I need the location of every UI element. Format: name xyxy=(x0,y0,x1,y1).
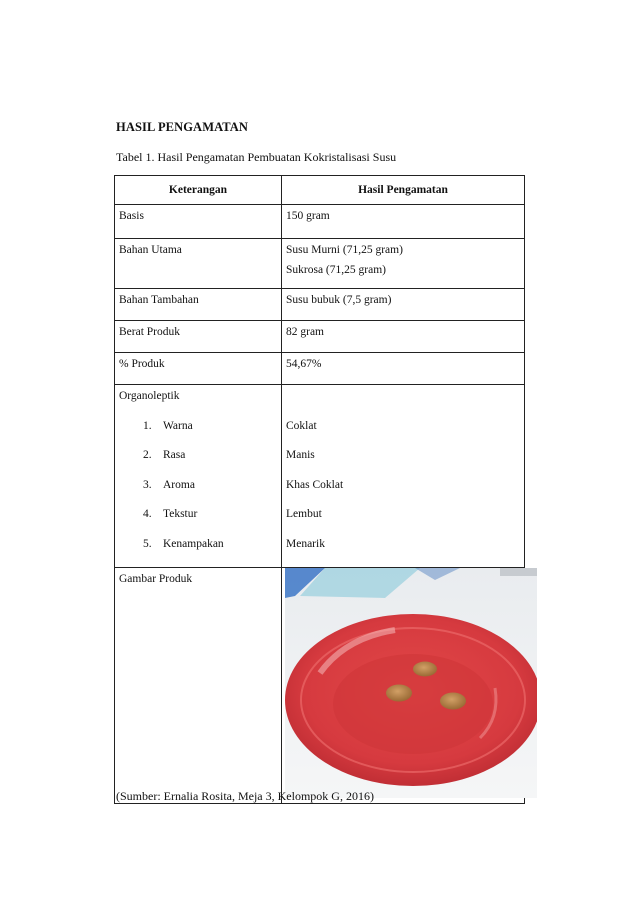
item-value: Manis xyxy=(286,449,315,461)
cell-value xyxy=(282,385,525,568)
cell-label: % Produk xyxy=(115,353,282,385)
spacer xyxy=(286,390,520,420)
list-item xyxy=(119,420,277,450)
value-line: Sukrosa (71,25 gram) xyxy=(286,264,386,276)
cell-label: Berat Produk xyxy=(115,321,282,353)
cell-label xyxy=(115,385,282,568)
list-item xyxy=(119,538,277,568)
table-row xyxy=(115,289,525,321)
table-caption: Tabel 1. Hasil Pengamatan Pembuatan Kokristalisasi Susu xyxy=(116,150,397,164)
product-photo xyxy=(285,568,537,798)
product-photo-cell xyxy=(282,568,525,804)
item-name: Warna xyxy=(163,419,193,432)
cell-label: Bahan Tambahan xyxy=(115,289,282,321)
table-row xyxy=(115,321,525,353)
list-item xyxy=(119,449,277,479)
item-value: Khas Coklat xyxy=(286,478,344,491)
cell-label: Gambar Produk xyxy=(115,568,282,804)
item-number: 2. xyxy=(143,449,152,461)
item-name: Kenampakan xyxy=(163,537,224,550)
cell-value: 54,67% xyxy=(282,353,525,385)
cell-value: 82 gram xyxy=(282,321,525,353)
table-row xyxy=(115,239,525,289)
item-value: Menarik xyxy=(286,537,325,550)
item-number: 1. xyxy=(143,419,152,432)
table-row xyxy=(115,353,525,385)
column-header-hasil: Hasil Pengamatan xyxy=(282,176,525,205)
organoleptik-label: Organoleptik xyxy=(119,390,180,402)
results-table xyxy=(114,175,525,804)
list-item xyxy=(119,479,277,509)
section-heading: HASIL PENGAMATAN xyxy=(116,120,249,134)
item-name: Tekstur xyxy=(163,508,198,520)
item-value: Coklat xyxy=(286,419,317,432)
item-number: 4. xyxy=(143,508,152,520)
list-item xyxy=(119,508,277,538)
cell-value: Susu bubuk (7,5 gram) xyxy=(282,289,525,321)
item-name: Rasa xyxy=(163,449,186,461)
item-value: Lembut xyxy=(286,508,322,520)
table-header-row xyxy=(115,176,525,205)
column-header-keterangan: Keterangan xyxy=(115,176,282,205)
cell-label: Basis xyxy=(115,205,282,239)
table-row xyxy=(115,205,525,239)
cell-value xyxy=(282,239,525,289)
table-row xyxy=(115,385,525,568)
item-number: 5. xyxy=(143,537,152,550)
cell-label: Bahan Utama xyxy=(115,239,282,289)
source-citation: (Sumber: Ernalia Rosita, Meja 3, Kelompok G, 2016) xyxy=(116,789,374,803)
value-line: Susu Murni (71,25 gram) xyxy=(286,244,403,256)
item-number: 3. xyxy=(143,478,152,491)
table-row xyxy=(115,568,525,804)
item-name: Aroma xyxy=(163,478,195,491)
cell-value: 150 gram xyxy=(282,205,525,239)
